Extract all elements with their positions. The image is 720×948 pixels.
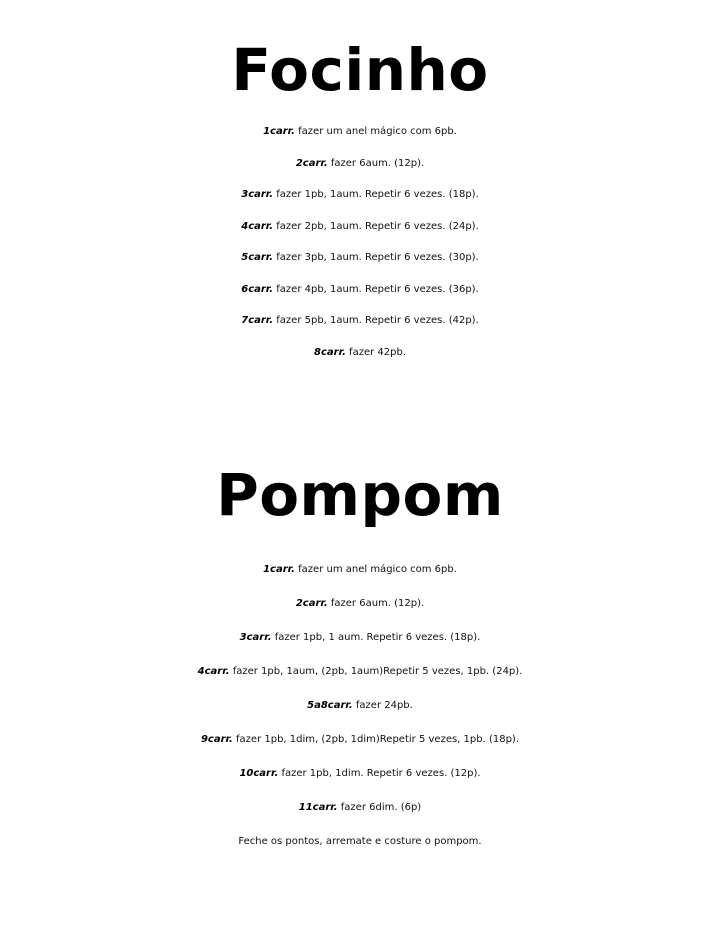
round-label: 5a8carr. (307, 700, 353, 711)
round-text: fazer 24pb. (352, 700, 413, 711)
round-text: fazer um anel mágico com 6pb. (294, 126, 457, 137)
round-label: 4carr. (197, 666, 230, 677)
round-text: fazer 1pb, 1aum. Repetir 6 vezes. (18p). (273, 189, 479, 200)
round-label: 7carr. (241, 315, 274, 326)
instruction-line (0, 274, 720, 306)
round-label: 2carr. (295, 157, 328, 169)
round-text: fazer 1pb, 1 aum. Repetir 6 vezes. (18p). (271, 632, 481, 643)
round-label: 8carr. (314, 346, 346, 358)
round-text: fazer 2pb, 1aum. Repetir 6 vezes. (24p). (273, 220, 479, 232)
pompom-instructions (0, 553, 720, 859)
round-label: 1carr. (263, 126, 295, 137)
instruction-line (0, 305, 720, 337)
round-text: fazer 42pb. (345, 346, 406, 358)
instruction-line (0, 242, 720, 274)
focinho-title: Focinho (231, 36, 489, 104)
pompom-title: Pompom (216, 461, 504, 529)
instruction-line (0, 791, 720, 825)
round-label: 2carr. (295, 598, 328, 609)
pompom-section (0, 455, 720, 859)
round-text: fazer 6aum. (12p). (327, 598, 425, 609)
instruction-line (0, 211, 720, 243)
round-label: 5carr. (241, 252, 274, 263)
round-text: fazer 6dim. (6p) (337, 802, 422, 813)
instruction-line (0, 179, 720, 211)
instruction-line (0, 655, 720, 689)
round-label: 3carr. (241, 189, 274, 200)
instruction-line (0, 757, 720, 791)
round-label: 1carr. (263, 564, 295, 575)
instruction-line (0, 337, 720, 369)
round-text: fazer um anel mágico com 6pb. (294, 564, 457, 575)
round-text: Feche os pontos, arremate e costure o pompom. (238, 836, 482, 847)
round-label: 6carr. (241, 283, 274, 295)
round-text: fazer 6aum. (12p). (327, 157, 425, 169)
round-label: 9carr. (200, 734, 233, 745)
round-text: fazer 1pb, 1dim. Repetir 6 vezes. (12p). (278, 768, 481, 779)
round-label: 10carr. (239, 768, 279, 779)
round-label: 11carr. (298, 802, 338, 813)
round-label: 3carr. (239, 632, 272, 643)
instruction-line (0, 723, 720, 757)
round-text: fazer 4pb, 1aum. Repetir 6 vezes. (36p). (273, 283, 479, 295)
focinho-section (0, 30, 720, 368)
round-text: fazer 1pb, 1aum, (2pb, 1aum)Repetir 5 vezes, 1pb. (24p). (229, 666, 523, 677)
round-text: fazer 3pb, 1aum. Repetir 6 vezes. (30p). (273, 252, 479, 263)
instruction-line (0, 148, 720, 180)
round-text: fazer 5pb, 1aum. Repetir 6 vezes. (42p). (273, 315, 479, 326)
focinho-instructions (0, 116, 720, 368)
closing-line (0, 825, 720, 859)
instruction-line (0, 116, 720, 148)
instruction-line (0, 587, 720, 621)
instruction-line (0, 689, 720, 723)
instruction-line (0, 553, 720, 587)
round-text: fazer 1pb, 1dim, (2pb, 1dim)Repetir 5 vezes, 1pb. (18p). (232, 734, 520, 745)
round-label: 4carr. (241, 220, 274, 232)
instruction-line (0, 621, 720, 655)
